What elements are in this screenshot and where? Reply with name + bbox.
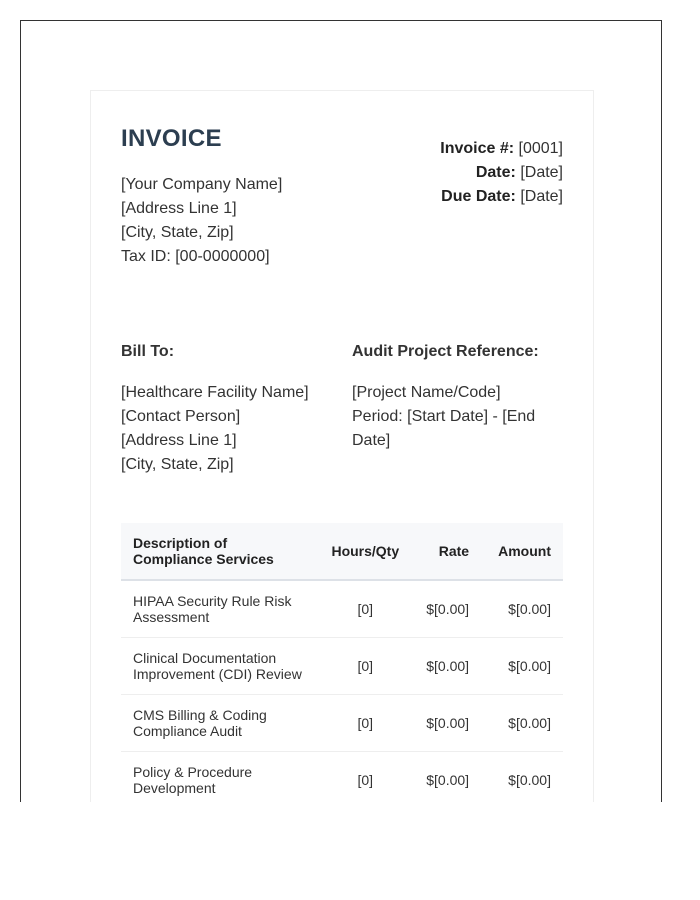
company-city-state-zip: [City, State, Zip] (121, 224, 234, 241)
header-description: Description of Compliance Services (121, 523, 319, 580)
header-amount: Amount (481, 523, 563, 580)
audit-reference-details (352, 381, 564, 453)
row-hours: [0] (319, 694, 411, 751)
due-date-row (440, 185, 563, 209)
row-amount: $[0.00] (481, 580, 563, 637)
company-name: [Your Company Name] (121, 176, 283, 193)
row-hours: [0] (319, 751, 411, 802)
invoice-number-label: Invoice #: (440, 140, 515, 157)
audit-period: Period: [Start Date] - [End Date] (352, 408, 536, 449)
invoice-number-value: [0001] (518, 140, 563, 157)
row-rate: $[0.00] (411, 580, 481, 637)
row-rate: $[0.00] (411, 637, 481, 694)
audit-project: [Project Name/Code] (352, 384, 501, 401)
row-amount: $[0.00] (481, 694, 563, 751)
row-hours: [0] (319, 637, 411, 694)
table-row (121, 694, 563, 751)
table-row (121, 580, 563, 637)
services-table (121, 523, 563, 802)
row-hours: [0] (319, 580, 411, 637)
bill-to-address: [Address Line 1] (121, 432, 237, 449)
due-date-label: Due Date: (441, 188, 516, 205)
company-address: [Address Line 1] (121, 200, 237, 217)
header-rate: Rate (411, 523, 481, 580)
document-frame (20, 20, 662, 802)
due-date-value: [Date] (520, 188, 563, 205)
row-rate: $[0.00] (411, 751, 481, 802)
header-hours: Hours/Qty (319, 523, 411, 580)
company-tax-id: Tax ID: [00-0000000] (121, 248, 270, 265)
company-info (121, 173, 282, 269)
bill-to-city-state-zip: [City, State, Zip] (121, 456, 234, 473)
row-rate: $[0.00] (411, 694, 481, 751)
table-header-row (121, 523, 563, 580)
row-amount: $[0.00] (481, 751, 563, 802)
row-amount: $[0.00] (481, 637, 563, 694)
row-description: CMS Billing & Coding Compliance Audit (121, 694, 319, 751)
row-description: Clinical Documentation Improvement (CDI) Review (121, 637, 319, 694)
table-row (121, 751, 563, 802)
audit-reference-heading: Audit Project Reference: (352, 343, 539, 360)
invoice-number-row (440, 137, 563, 161)
invoice-date-row (440, 161, 563, 185)
bill-to-contact: [Contact Person] (121, 408, 241, 425)
invoice-date-value: [Date] (520, 164, 563, 181)
bill-to-heading: Bill To: (121, 343, 175, 360)
bill-to-facility: [Healthcare Facility Name] (121, 384, 309, 401)
invoice-date-label: Date: (475, 164, 516, 181)
table-row (121, 637, 563, 694)
invoice-meta (440, 137, 563, 209)
bill-to-details (121, 381, 309, 477)
row-description: HIPAA Security Rule Risk Assessment (121, 580, 319, 637)
row-description: Policy & Procedure Development (121, 751, 319, 802)
invoice-title: INVOICE (121, 125, 222, 152)
invoice-sheet (90, 90, 594, 802)
